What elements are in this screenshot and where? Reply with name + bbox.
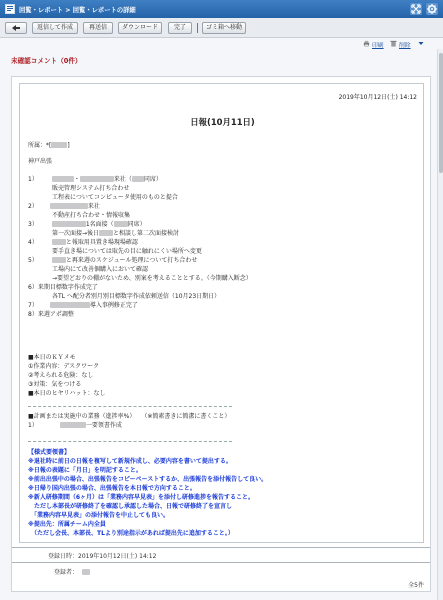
registrant: 登録者： (54, 567, 90, 576)
note-line: ※退社時に前日の日報を複写して新規作成し、必要内容を書いて提出する。 (28, 458, 232, 465)
note-line: 「業務内容早見表」の添付報告を中止しても良い。 (28, 512, 170, 519)
expand-icon[interactable] (410, 3, 422, 15)
toolbar-divider (197, 23, 198, 33)
breadcrumb: 回覧・レポート > 回覧・レポートの詳細 (19, 7, 136, 14)
report-title: 日報(10月11日) (190, 117, 255, 127)
scrollbar[interactable] (437, 49, 443, 600)
item-row: 工場内にて改善個購入において確認 (52, 266, 149, 273)
header-bar (0, 0, 443, 18)
divider (12, 547, 430, 548)
back-arrow-icon (11, 24, 21, 32)
affiliation-line: 所属：*[ ] (28, 142, 70, 149)
kym-line: ①作業内容：デスクワーク (28, 363, 100, 370)
item-row: 工程表についてコンピュータ使用のものと提合 (52, 194, 178, 201)
redacted-block (82, 569, 90, 575)
location-line: 神戸出張 (28, 158, 53, 165)
print-link[interactable]: 印刷 (372, 43, 384, 49)
back-button[interactable] (5, 22, 27, 34)
kym-line: ③対策：気をつける (28, 381, 82, 388)
item-row: 3） 1名面接（ 同席） (28, 221, 146, 228)
note-line: （ただし会長、本部長、TLより別途指示があれば提出先に追加すること。） (28, 530, 234, 537)
divider (28, 406, 232, 407)
item-row: 6）来期目標数字作成完了 (28, 284, 98, 291)
unread-comment-count: 未確認コメント（0件） (11, 57, 82, 65)
redacted-block (51, 142, 67, 148)
scrollbar-thumb[interactable] (439, 53, 443, 173)
notes-title: 【様式要領書】 (28, 449, 71, 456)
item-row: 1） ・ 来社（ 同席） (28, 176, 162, 183)
item-row: 販売管理システム打ち合わせ (52, 185, 130, 192)
delete-link[interactable]: 削除 (399, 43, 411, 49)
resend-button[interactable]: 再送信 (83, 22, 113, 34)
item-row: 5） と再来週のスケジュール処理について打ち合わせ (28, 257, 198, 264)
gear-icon[interactable] (426, 3, 438, 15)
item-row: 第一次面接→後日 と相談し第二次面接検討 (52, 230, 180, 237)
item-row: 8）来週アポ調整 (28, 311, 74, 318)
kym-title: ■本日のＫＹメモ (28, 354, 76, 361)
report-document (19, 83, 424, 543)
item-row: 7） 導入事例修正完了 (28, 302, 138, 309)
kym-line: ■本日のヒヤリハット：なし (28, 390, 106, 397)
report-date: 2019年10月12日(土) 14:12 (338, 94, 417, 101)
item-row: 各TL へ配分者別月別目標数字作成依頼送信（10月23日期日） (52, 293, 221, 300)
plan-item: 1） 一要領書作成 (28, 422, 122, 429)
plan-header: ■計画または実施中の業務（進捗率%） （※簡素書きに簡潔に書くこと） (28, 413, 231, 420)
note-line: ※日報の表題に「月日」を明記すること。 (28, 467, 142, 474)
item-row: 4） と報取用具置き場現場確認 (28, 239, 138, 246)
toolbar (0, 18, 443, 38)
note-line: ※前出出張中の場合、出張報告をコピーペーストするか、出張報告を添付報告して良い。 (28, 476, 268, 483)
item-row: →要望どおりの棚がないため、別案を考えることとする。（今期購入断念） (52, 275, 252, 282)
copy-create-button[interactable]: 返信して作成 (32, 22, 78, 34)
sub-toolbar (0, 38, 443, 49)
note-line: ※日帰り国内出張の場合、出張報告を本日報で方向すること。 (28, 485, 196, 492)
item-row: 要手直き場については取先の目に触れにくい場所へ変更 (52, 248, 202, 255)
delete-icon[interactable] (390, 40, 397, 47)
item-row: 不動産打ち合わせ・情報収集 (52, 212, 131, 219)
move-to-trash-button[interactable]: ゴミ箱へ移動 (202, 22, 246, 34)
item-row: 2） 来社 (28, 203, 100, 210)
registered-datetime: 登録日時：2019年10月12日(土) 14:12 (48, 553, 157, 560)
complete-button[interactable]: 完了 (168, 22, 192, 34)
printer-icon[interactable] (363, 40, 370, 47)
divider (12, 562, 430, 563)
report-panel (11, 76, 431, 592)
download-button[interactable]: ダウンロード (118, 22, 162, 34)
item-count: 全5件 (408, 582, 424, 589)
note-line: ※新人研修期間（6ヶ月）は「業務内容早見表」を添付し研修進捗を報告すること。 (28, 494, 255, 501)
kym-line: ②考えられる危険：なし (28, 372, 94, 379)
divider (28, 441, 232, 442)
note-line: ※提出先：所属チーム内全員 (28, 521, 106, 528)
chevron-down-icon[interactable] (418, 40, 424, 47)
note-line: ただし本部長が研修終了を確認し承認した場合、日報で研修終了を宣言し (28, 503, 233, 510)
home-icon[interactable] (5, 4, 15, 14)
